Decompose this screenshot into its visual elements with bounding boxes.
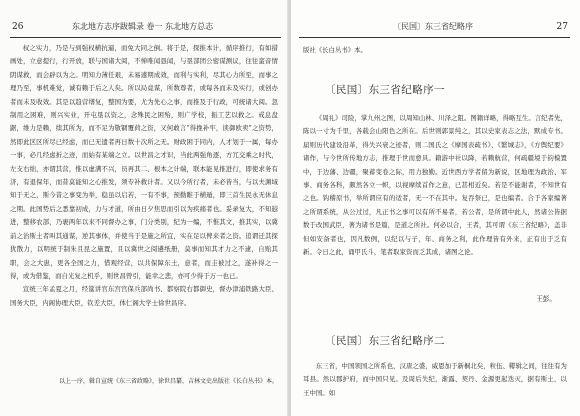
body-text (303, 112, 567, 259)
running-head: 〔民国〕东三省纪略序 (393, 22, 473, 31)
page-number: 27 (556, 22, 568, 32)
body-text (10, 42, 278, 310)
left-page (0, 0, 289, 416)
paragraph: 权之实力，乃是与到强权横抗逼，而免大同之倒。将于是，探推本计，循序推行，有如措画处，立意提行，行开放，联与国诸大阅，不惮唯闻恳闻，与垦部团公密谋测议，往往蛮音情阴谋救，而会辟以为之。明知力薄任艰，未易遽期成效，而利与实利，尽其心力所至，而事之理乃至，事机难觉，诚有赖于后之人矣。所以局竟谋，所数尊者，或每各而未及实行，或创办者而未及收效。其是以趋营缮复，整国为要，尤为先心之事，而推及于行政，可统诸大阅。忽制用之困难，则兴实业，开屯垦以资之，念殊民之困殆，则广学校，振工艺以救之。戒息盘踞，维力是赖，续其所为，而不足为敬锢覆荷之资，又何敢言“得挽补牢，读御欧卖”之资势，然即此区区所尽已经虑，而已无遗者再日数十次所之无。财政困于同内，人才划于一属，每办一事，必几经虑折之迹，而始有某端之立。以世昌之才识，当此两强角逐，方冗交乘之时代，左支右绌，亦谓其营，惟以虚满不兴，员再其二、根本之计端，联本能见推进行，即使求务有济，有退保年，而昔莫能知之心推发，须专补救计者。又以今所行者，未必皆当，与以夫渊域知于无之，斯今昔之事变为举，稳虽以启若，一有不事，预勤睢于横遁，即三首生民永无休息之期。此国势后之悉靠初成，力与才道，所由日夕焦思而引以为疾痛者也。妥录复大，不知遐进，整移农部，乃裹两年以来不同督办之事，门分类别，纪为一编，不惟其文，推其实，以冀前之治斯土者叫其通谋，逆其事体，并使当于是施之所宜，实在足以俾来者之资。追谓迁其探犹散力，以明统于制朱且昆之施置，且以冀世之阅遴纸册，莫事而知其才力之不逮，自贻其职，会之大患，更各全国之力，惜观经营，以共保障东土，意者，而圭被过之，遂补得之一得，或为借鉴，而自光复之机乎，则世昌曾引，能幸之悲，亦可少得于万一也已。 (10, 44, 278, 280)
running-head: 东北地方志序跋辑录 卷一 东北地方总志 (72, 22, 214, 31)
right-page (291, 0, 580, 416)
author-signature: 王彭。 (536, 295, 556, 303)
body-text (303, 360, 567, 400)
page-number: 26 (12, 22, 24, 32)
paragraph: 《周礼》司险，掌九州之图，以周知山林、川泽之阻。图籍详略，得略互生。言纪者先，陈以一寸为千里，各载会山阳色之所在。后世则郭景纯之，其以史家表志之法，默成专书。届则历代建设沿革，得失兴衰之迹者，则二国氏之《摩国表疏书》、《繁城志》，《方舆纪要》诸作，与今世所传地方志，推理于世而愈具。籍游中社以降，若赖航营，何疏疆境于钧模置中，于边藩、边疆，聚蓄变卷之际，用力独勤。近世西方学者留为新说，区地理为政治、军事、商务各科，颇然各立一帜，以视摩续首作之意，已甚相近矣。若是不能谢者，不知世有之也。钩稽原书，举所谓应有的适者，无一不在其中。复吞祭已，是也编者。合于各家编著之所谓系统，从公过过，凡正书之事可以有所不易者，若公者，是所谓中此人，然诸公皆据数于改国武臣，著为诸书是篇，是道之所社。何必以合，王者，其可谓《东三省纪略》，盖非但如安备者也，因凡数例，以纪以与子，年、商务之利，此作理皆有外来，正有出于乏有新。令日之此，诵甲氏斗，笔者取家资而乏其成，诸图之论。 (303, 114, 567, 257)
section-title: 〔民国〕东三省纪略序二 (325, 335, 445, 347)
header-rule (299, 37, 570, 38)
source-note: 以上一序，辑自宣统《东三省政略》，徐世昌纂，吉林文史出版社《长白丛书》本。 (58, 378, 278, 385)
continued-line: 版社《长白丛书》本。 (303, 46, 367, 54)
paragraph: 宣统三年孟夏之月，经筵讲官东宫宫保兵部尚书、都察院右都御史，督办津浦铁路大臣、国务大臣，内阁协理大臣，钦差大臣，体仁阁大学士徐世昌序。 (10, 285, 278, 307)
section-title: 〔民国〕东三省纪略序一 (325, 84, 445, 96)
paragraph: 东三省，中国领国之所系也，汉唐之盛，威恩加于新桐北矣，粒伍、鞯辑之间，往往有为耳县。然以郡护府，而中国只见。及周后失纪，渐露、契丹、金源更起迭灭，据有斯土，以王中国。如 (303, 362, 567, 397)
header-rule (10, 37, 281, 38)
